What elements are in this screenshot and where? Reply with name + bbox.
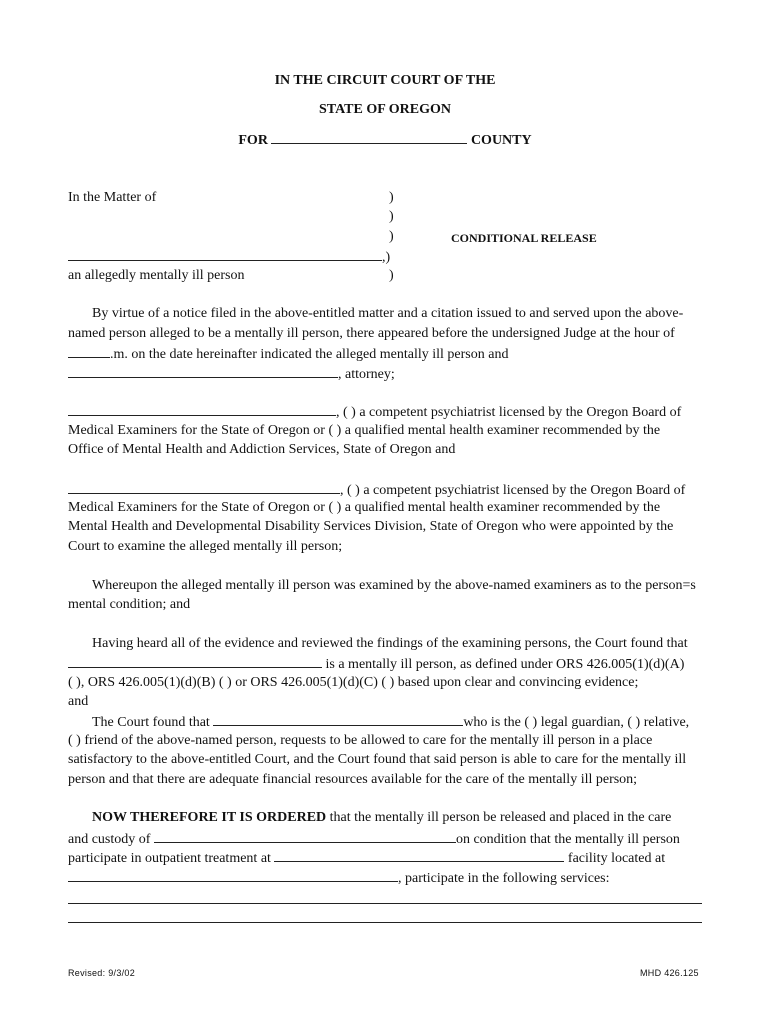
- p2-line2: Medical Examiners for the State of Oregon or ( ) a qualified mental health examiner recommended by the: [68, 423, 661, 438]
- form-number: MHD 426.125: [640, 968, 699, 978]
- services-line-2[interactable]: [68, 922, 702, 923]
- caption-paren: ): [389, 229, 394, 244]
- order-line3-text-b: facility located at: [564, 851, 666, 866]
- order-line4-text: , participate in the following services:: [398, 871, 610, 886]
- order-lead: NOW THEREFORE IT IS ORDERED: [92, 810, 327, 825]
- order-line1-text: that the mentally ill person be released and placed in the care: [326, 810, 672, 825]
- p6-line4: person and that there are adequate financial resources available for the care of the mentally ill person;: [68, 772, 638, 787]
- guardian-name-field[interactable]: [213, 713, 463, 726]
- p6-line2: ( ) friend of the above-named person, requests to be allowed to care for the mentally ill person in a place: [68, 733, 653, 748]
- county-name-field[interactable]: [271, 131, 467, 144]
- p5-line2-text: is a mentally ill person, as defined under ORS 426.005(1)(d)(A): [322, 657, 685, 672]
- caption-paren-comma: ,): [382, 250, 391, 265]
- custodian-field[interactable]: [154, 830, 456, 843]
- p6-line1-text-b: who is the ( ) legal guardian, ( ) relative,: [463, 715, 690, 730]
- order-line3-text-a: participate in outpatient treatment at: [68, 851, 275, 866]
- p1-line3-text: .m. on the date hereinafter indicated the alleged mentally ill person and: [110, 347, 509, 362]
- matter-label: In the Matter of: [68, 190, 157, 205]
- p6-line3: satisfactory to the above-entitled Court, and the Court found that said person is able to care for the mentally ill: [68, 752, 687, 767]
- p4-line1: Whereupon the alleged mentally ill person was examined by the above-named examiners as to the person=s: [92, 578, 696, 593]
- p5-line1: Having heard all of the evidence and reviewed the findings of the examining persons, the Court found that: [92, 636, 688, 651]
- document-title: CONDITIONAL RELEASE: [451, 231, 597, 245]
- person-label: an allegedly mentally ill person: [68, 268, 245, 283]
- p3-line4: Court to examine the alleged mentally ill person;: [68, 539, 343, 554]
- order-line2-text-b: on condition that the mentally ill person: [455, 832, 680, 847]
- p3-line1: [68, 481, 685, 499]
- caption-paren: ): [389, 190, 394, 205]
- p5-line4: and: [68, 694, 89, 709]
- respondent-name-field[interactable]: [68, 248, 382, 261]
- p2-line1-text: , ( ) a competent psychiatrist licensed by the Oregon Board of: [336, 405, 682, 420]
- p5-line2: [68, 655, 684, 673]
- order-line4: [68, 869, 610, 887]
- examiner1-field[interactable]: [68, 403, 336, 416]
- hour-field[interactable]: [68, 345, 110, 358]
- p4-line2: mental condition; and: [68, 597, 191, 612]
- caption-paren: ): [389, 209, 394, 224]
- p5-line3: ( ), ORS 426.005(1)(d)(B) ( ) or ORS 426.005(1)(d)(C) ( ) based upon clear and convincing evidence;: [68, 675, 639, 690]
- p2-line3: Office of Mental Health and Addiction Services, State of Oregon and: [68, 442, 456, 457]
- caption-paren: ): [389, 268, 394, 283]
- attorney-field[interactable]: [68, 365, 338, 378]
- p2-line1: [68, 403, 681, 421]
- p3-line3: Mental Health and Developmental Disability Services Division, State of Oregon who were appointed by the: [68, 519, 674, 534]
- county-line: [0, 131, 770, 149]
- p1-line3: [68, 345, 508, 363]
- treatment-facility-field[interactable]: [274, 849, 564, 862]
- court-heading-line2: STATE OF OREGON: [319, 102, 451, 117]
- respondent-name-line: [68, 248, 390, 266]
- for-label: FOR: [238, 133, 268, 148]
- revised-date: Revised: 9/3/02: [68, 968, 136, 978]
- order-line1: [92, 810, 671, 826]
- p3-line1-text: , ( ) a competent psychiatrist licensed by the Oregon Board of: [340, 483, 686, 498]
- examiner2-field[interactable]: [68, 481, 340, 494]
- services-line-1[interactable]: [68, 903, 702, 904]
- p1-line2: named person alleged to be a mentally ill person, there appeared before the undersigned Judge at the hour of: [68, 326, 675, 341]
- p1-line4: [68, 365, 395, 383]
- facility-location-field[interactable]: [68, 869, 398, 882]
- p3-line2: Medical Examiners for the State of Oregon or ( ) a qualified mental health examiner recommended by the: [68, 500, 661, 515]
- p6-line1-text-a: The Court found that: [92, 715, 214, 730]
- court-heading-line1: IN THE CIRCUIT COURT OF THE: [274, 73, 496, 88]
- mentally-ill-person-field[interactable]: [68, 655, 322, 668]
- p1-line1: By virtue of a notice filed in the above-entitled matter and a citation issued to and served upon the above-: [92, 306, 684, 321]
- order-line2-text-a: and custody of: [68, 832, 154, 847]
- order-line3: [68, 849, 665, 867]
- order-line2: [68, 830, 680, 848]
- p1-line4-text: , attorney;: [338, 367, 395, 382]
- p6-line1: [92, 713, 689, 731]
- county-label: COUNTY: [470, 133, 532, 148]
